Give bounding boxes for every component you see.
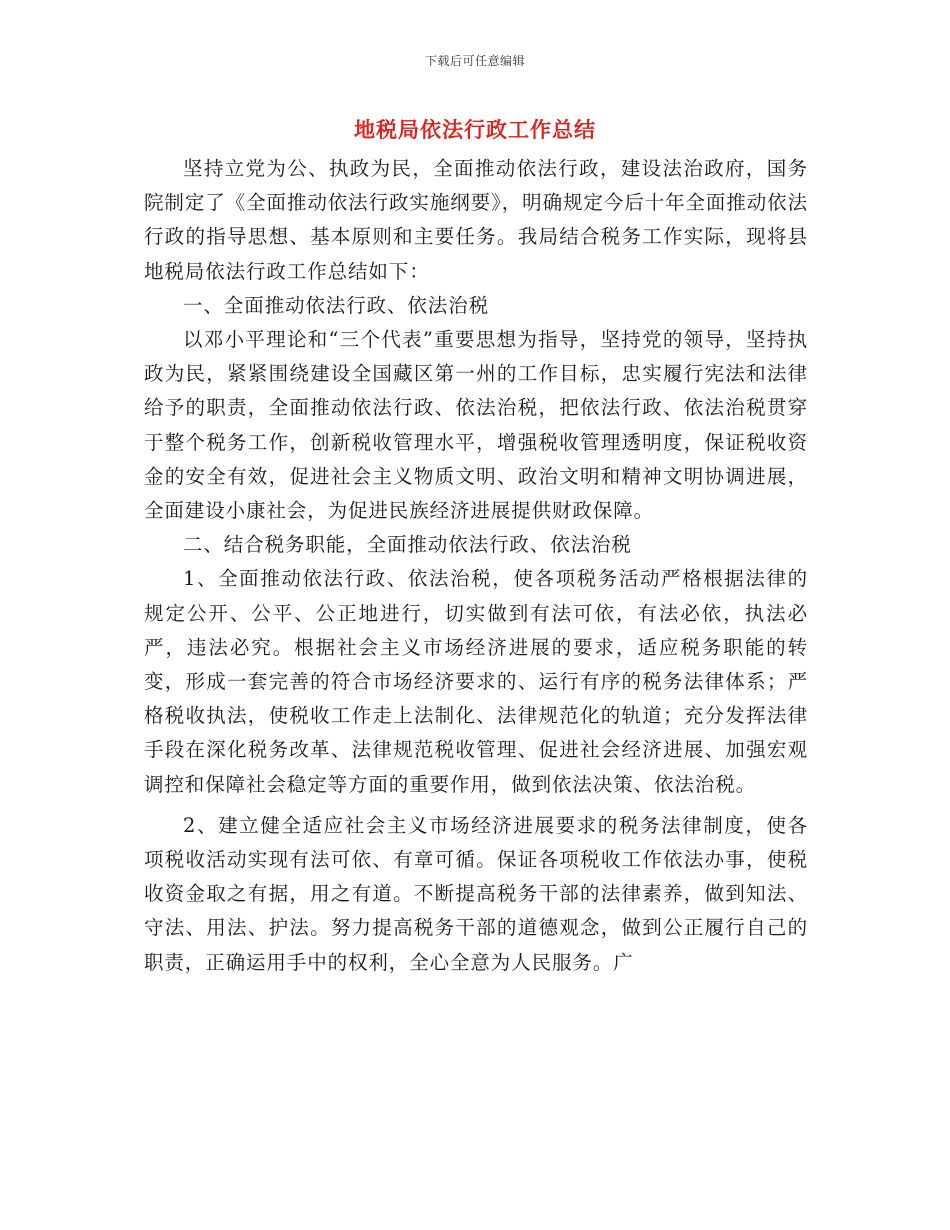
section-heading-1: 一、全面推动依法行政、依法治税 [183, 293, 490, 317]
paragraph-item-2: 2、建立健全适应社会主义市场经济进展要求的税务法律制度，使各项税收活动实现有法可依、有章可循。保证各项税收工作依法办事，使税收资金取之有据，用之有道。不断提高税务干部的法律素养，做到知法、守法、用法、护法。努力提高税务干部的道德观念，做到公正履行自己的职责，正确运用手中的权利，全心全意为人民服务。广 [144, 813, 808, 974]
paragraph-intro: 坚持立党为公、执政为民，全面推动依法行政，建设法治政府，国务院制定了《全面推动依法行政实施纲要》，明确规定今后十年全面推动依法行政的指导思想、基本原则和主要任务。我局结合税务工作实际，现将县地税局依法行政工作总结如下： [144, 157, 808, 283]
section-heading-2: 二、结合税务职能，全面推动依法行政、依法治税 [183, 533, 632, 557]
document-title: 地税局依法行政工作总结 [354, 117, 596, 142]
document-body [144, 152, 808, 980]
header-note: 下载后可任意编辑 [424, 54, 525, 68]
paragraph-section-1: 以邓小平理论和“三个代表”重要思想为指导，坚持党的领导，坚持执政为民，紧紧围绕建设全国藏区第一州的工作目标，忠实履行宪法和法律给予的职责，全面推动依法行政、依法治税，把依法行政、依法治税贯穿于整个税务工作，创新税收管理水平，增强税收管理透明度，保证税收资金的安全有效，促进社会主义物质文明、政治文明和精神文明协调进展，全面建设小康社会，为促进民族经济进展提供财政保障。 [144, 328, 808, 523]
paragraph-item-1: 1、全面推动依法行政、依法治税，使各项税务活动严格根据法律的规定公开、公平、公正地进行，切实做到有法可依，有法必依，执法必严，违法必究。根据社会主义市场经济进展的要求，适应税务职能的转变，形成一套完善的符合市场经济要求的、运行有序的税务法律体系；严格税收执法，使税收工作走上法制化、法律规范化的轨道；充分发挥法律手段在深化税务改革、法律规范税收管理、促进社会经济进展、加强宏观调控和保障社会稳定等方面的重要作用，做到依法决策、依法治税。 [144, 567, 808, 796]
